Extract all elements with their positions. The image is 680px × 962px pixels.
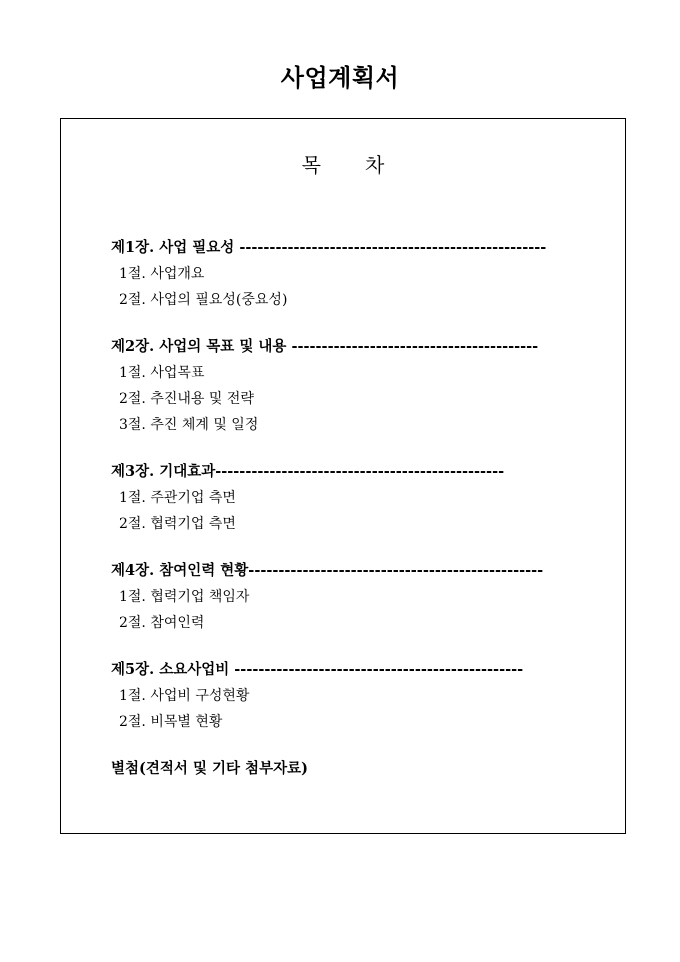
chapter-label: 제4장. 참여인력 현황 [111,562,249,579]
toc-section[interactable]: 1절. 사업비 구성현황 [119,688,250,704]
chapter-label: 제3장. 기대효과 [111,463,216,480]
toc-list [111,235,591,782]
dot-leader: --------------------------------------------------- [234,239,547,256]
toc-section[interactable]: 2절. 협력기업 측면 [119,516,236,532]
toc-section[interactable]: 2절. 비목별 현황 [119,714,223,730]
toc-section[interactable]: 1절. 주관기업 측면 [119,490,236,506]
toc-section[interactable]: 2절. 사업의 필요성(중요성) [119,292,288,308]
toc-section[interactable]: 3절. 추진 체계 및 일정 [119,417,259,433]
toc-chapter-3 [111,459,591,537]
toc-section[interactable]: 2절. 추진내용 및 전략 [119,391,254,407]
chapter-title[interactable] [111,459,591,485]
toc-box [60,118,626,834]
chapter-label: 제5장. 소요사업비 [111,661,230,678]
toc-section[interactable]: 1절. 사업개요 [119,266,205,282]
toc-section[interactable]: 1절. 사업목표 [119,365,205,381]
chapter-title[interactable] [111,334,591,360]
document-title: 사업계획서 [280,64,400,92]
dot-leader: ------------------------------------------------ [215,463,505,480]
toc-section[interactable]: 1절. 협력기업 책임자 [119,589,250,605]
toc-section[interactable]: 2절. 참여인력 [119,615,205,631]
dot-leader: ------------------------------------------------ [229,661,524,678]
chapter-title[interactable] [111,558,591,584]
chapter-label: 제2장. 사업의 목표 및 내용 [111,338,287,355]
chapter-title[interactable] [111,235,591,261]
dot-leader: ----------------------------------------- [286,338,539,355]
toc-chapter-5 [111,657,591,735]
toc-chapter-2 [111,334,591,438]
toc-heading: 목차 [301,153,429,177]
toc-chapter-1 [111,235,591,313]
toc-chapter-4 [111,558,591,636]
chapter-label: 제1장. 사업 필요성 [111,239,235,256]
dot-leader: ------------------------------------------------- [248,562,544,579]
chapter-title[interactable] [111,657,591,683]
toc-appendix[interactable]: 별첨(견적서 및 기타 첨부자료) [111,760,308,777]
